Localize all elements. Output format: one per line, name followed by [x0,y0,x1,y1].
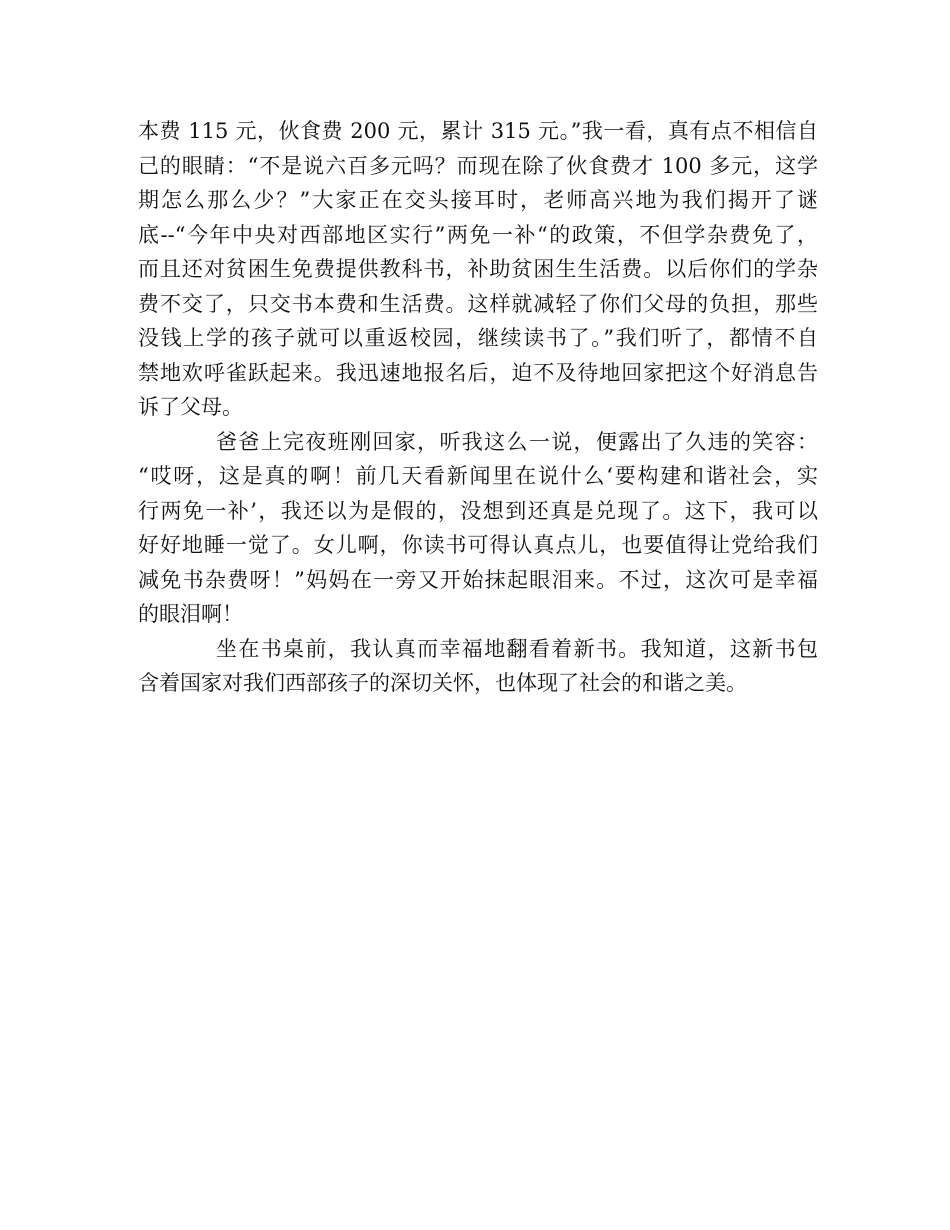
text-line: 爸爸上完夜班刚回家，听我这么一说，便露出了久违的笑容： [216,429,818,454]
paragraph [138,632,818,701]
text-line: 期怎么那么少？”大家正在交头接耳时，老师高兴地为我们揭开了谜 [138,188,818,212]
text-line: 禁地欢呼雀跃起来。我迅速地报名后，迫不及待地回家把这个好消息告 [138,360,818,385]
paragraph [138,114,818,425]
text-line: 己的眼睛：“不是说六百多元吗？而现在除了伙食费才 100 多元，这学 [138,153,818,178]
text-line: 含着国家对我们西部孩子的深切关怀，也体现了社会的和谐之美。 [138,671,747,695]
text-line: 行两免一补’，我还以为是假的，没想到还真是兑现了。这下，我可以 [138,498,818,523]
text-line: 诉了父母。 [138,395,243,419]
text-line: 本费 115 元，伙食费 200 元，累计 315 元。”我一看，真有点不相信自 [138,119,818,143]
text-line: 的眼泪啊！ [138,602,243,626]
text-line: 减免书杂费呀！”妈妈在一旁又开始抹起眼泪来。不过，这次可是幸福 [138,567,818,592]
text-line: 好好地睡一觉了。女儿啊，你读书可得认真点儿，也要值得让党给我们 [138,533,818,557]
body-text [138,114,818,701]
text-line: 费不交了，只交书本费和生活费。这样就减轻了你们父母的负担，那些 [138,291,818,316]
text-line: 底--“今年中央对西部地区实行”两免一补“的政策，不但学杂费免了， [138,222,818,247]
text-line: 坐在书桌前，我认真而幸福地翻看着新书。我知道，这新书包 [216,636,818,661]
text-line: 而且还对贫困生免费提供教科书，补助贫困生生活费。以后你们的学杂 [138,257,818,281]
paragraph [138,425,818,632]
text-line: “哎呀，这是真的啊！前几天看新闻里在说什么‘要构建和谐社会，实 [138,464,818,488]
text-line: 没钱上学的孩子就可以重返校园，继续读书了。”我们听了，都情不自 [138,326,818,350]
